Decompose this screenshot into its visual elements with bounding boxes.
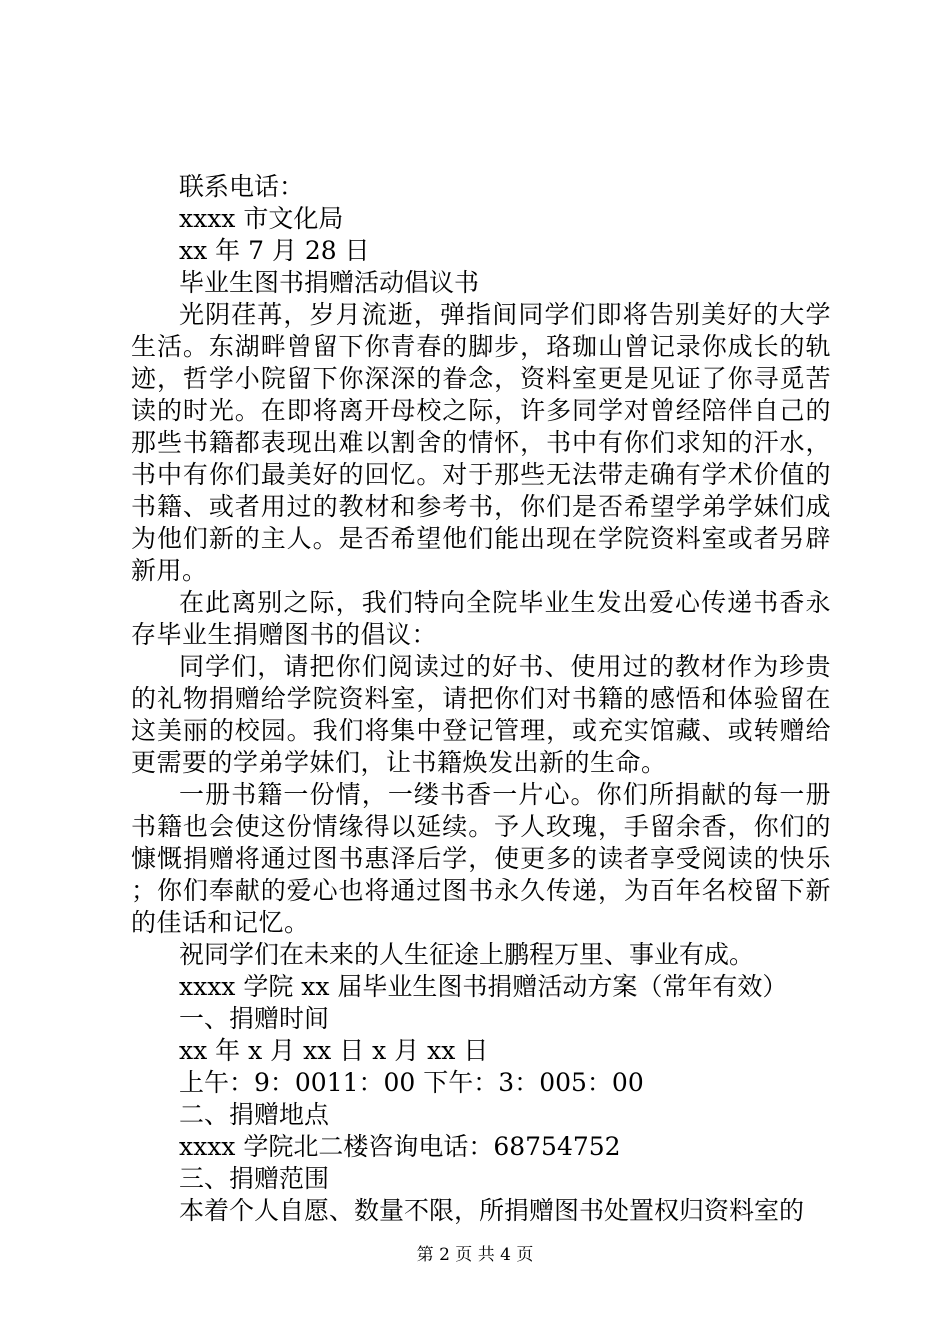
wish-line: 祝同学们在未来的人生征途上鹏程万里、事业有成。	[179, 940, 755, 969]
contact-line: 联系电话：	[179, 172, 305, 201]
section-heading-location: 二、捐赠地点	[179, 1100, 330, 1129]
proposal-title: 毕业生图书捐赠活动倡议书	[179, 268, 480, 297]
plan-title: xxxx 学院 xx 届毕业生图书捐赠活动方案（常年有效）	[179, 972, 788, 1001]
donation-location: xxxx 学院北二楼咨询电话：68754752	[179, 1132, 621, 1161]
section-heading-time: 一、捐赠时间	[179, 1004, 330, 1033]
page-footer: 第 2 页 共 4 页	[416, 1245, 534, 1265]
date-line: xx 年 7 月 28 日	[179, 236, 370, 265]
paragraph-appeal: 同学们，请把你们阅读过的好书、使用过的教材作为珍贵的礼物捐赠给学院资料室，请把你们对书籍的感悟和体验留在这美丽的校园。我们将集中登记管理，或充实馆藏、或转赠给更需要的学弟学妹们，让书籍焕发出新的生命。	[131, 652, 831, 777]
donation-date-range: xx 年 x 月 xx 日 x 月 xx 日	[179, 1036, 489, 1065]
paragraph-proposal: 在此离别之际，我们特向全院毕业生发出爱心传递书香永存毕业生捐赠图书的倡议：	[131, 588, 831, 649]
paragraph-farewell: 光阴荏苒，岁月流逝，弹指间同学们即将告别美好的大学生活。东湖畔曾留下你青春的脚步，珞珈山曾记录你成长的轨迹，哲学小院留下你深深的眷念，资料室更是见证了你寻觅苦读的时光。在即将离开母校之际，许多同学对曾经陪伴自己的那些书籍都表现出难以割舍的情怀，书中有你们求知的汗水，书中有你们最美好的回忆。对于那些无法带走确有学术价值的书籍、或者用过的教材和参考书，你们是否希望学弟学妹们成为他们新的主人。是否希望他们能出现在学院资料室或者另辟新用。	[131, 300, 831, 585]
document-body	[131, 171, 831, 1227]
paragraph-meaning: 一册书籍一份情，一缕书香一片心。你们所捐献的每一册书籍也会使这份情缘得以延续。予人玫瑰，手留余香，你们的慷慨捐赠将通过图书惠泽后学，使更多的读者享受阅读的快乐；你们奉献的爱心也将通过图书永久传递，为百年名校留下新的佳话和记忆。	[131, 780, 831, 937]
organization-line: xxxx 市文化局	[179, 204, 344, 233]
donation-hours: 上午：9：0011：00 下午：3：005：00	[179, 1068, 644, 1097]
section-heading-scope: 三、捐赠范围	[179, 1164, 330, 1193]
donation-scope: 本着个人自愿、数量不限，所捐赠图书处置权归资料室的	[179, 1196, 805, 1225]
